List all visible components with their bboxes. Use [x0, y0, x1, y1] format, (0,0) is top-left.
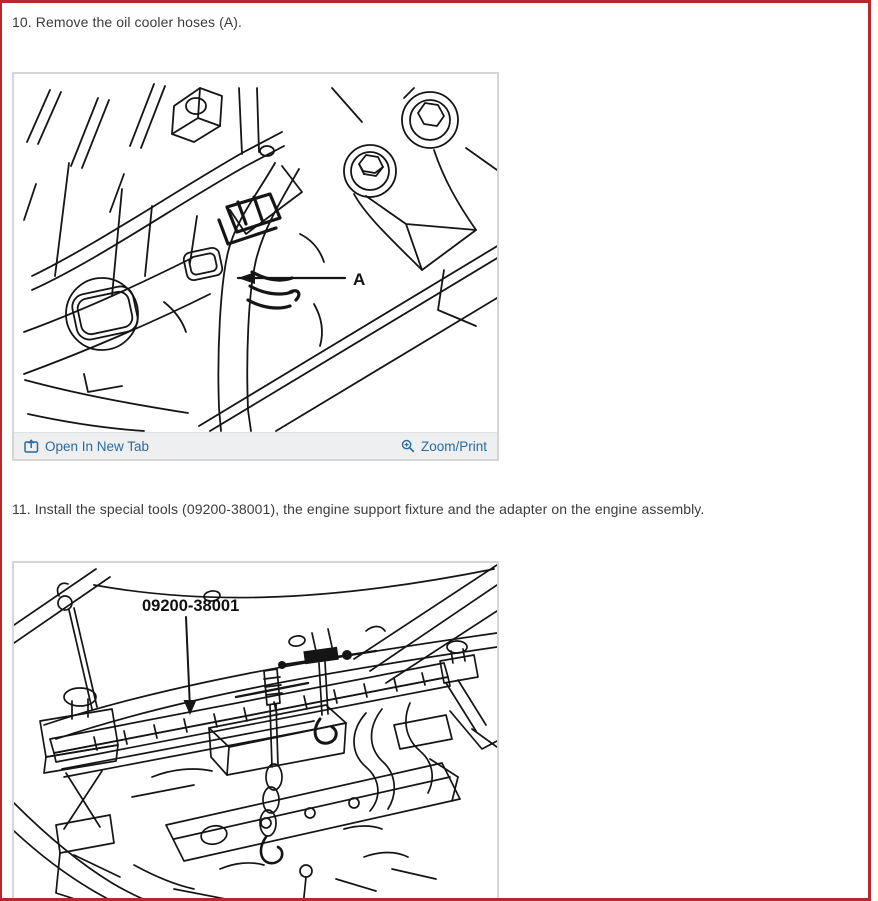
open-in-new-tab-icon [24, 439, 39, 453]
open-in-new-tab-link[interactable] [24, 439, 149, 454]
figure-1-toolbar [14, 432, 497, 459]
zoom-print-link[interactable] [401, 439, 487, 454]
oil-cooler-hose-illustration [14, 74, 497, 432]
figure-1-frame [12, 72, 499, 461]
zoom-in-icon [401, 439, 415, 453]
step-10-text: 10. Remove the oil cooler hoses (A). [12, 14, 243, 30]
step-11-text: 11. Install the special tools (09200-38001), the engine support fixture and the adapter on the engine assembly. [12, 501, 705, 517]
figure-2-frame [12, 561, 499, 901]
special-tool-callout-label: 09200-38001 [142, 597, 240, 615]
hose-callout-label: A [353, 270, 366, 289]
open-in-new-tab-label: Open In New Tab [45, 438, 150, 454]
engine-support-fixture-illustration [14, 563, 497, 901]
zoom-print-label: Zoom/Print [420, 438, 487, 454]
